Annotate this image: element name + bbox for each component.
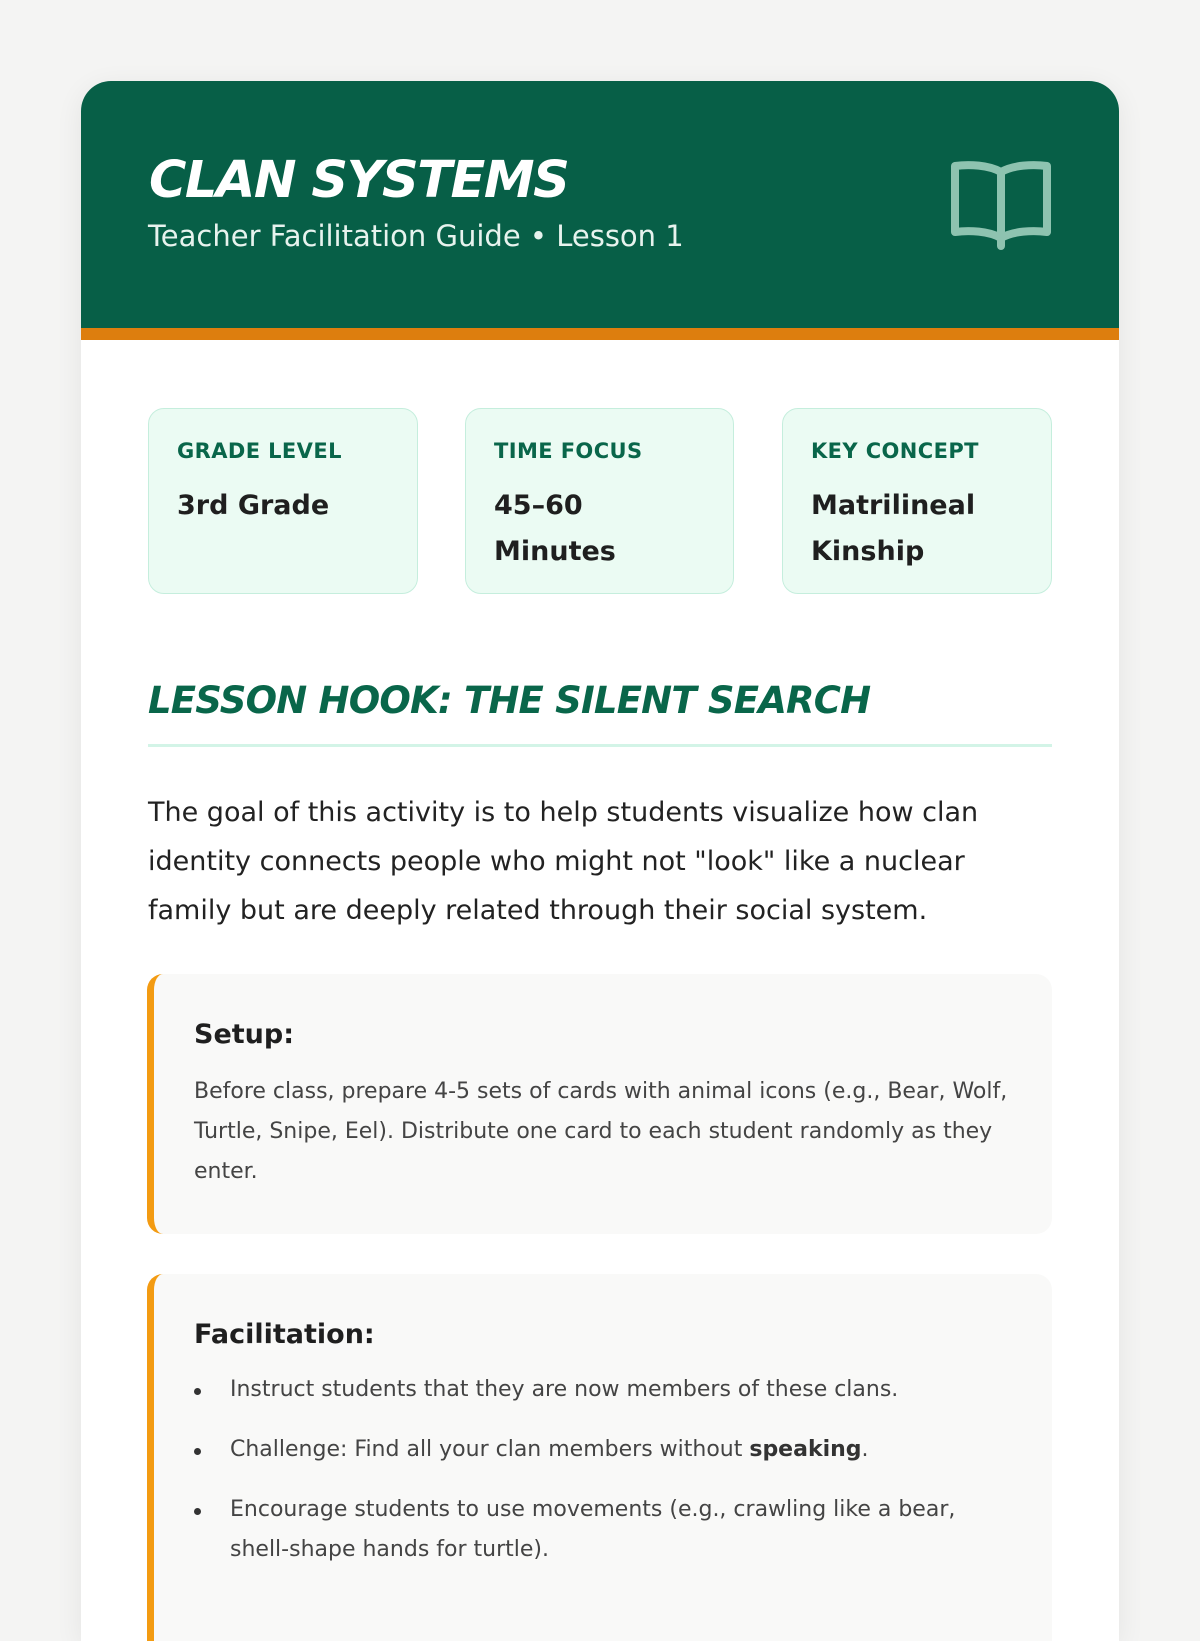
key-concept-card bbox=[782, 408, 1052, 594]
step-text: Encourage students to use movements (e.g., crawling like a bear, shell-shape hands for turtle). bbox=[230, 1497, 956, 1562]
section-divider bbox=[148, 744, 1052, 747]
page-subtitle: Teacher Facilitation Guide • Lesson 1 bbox=[148, 219, 684, 253]
book-icon bbox=[949, 156, 1053, 252]
setup-title: Setup: bbox=[194, 1019, 295, 1050]
time-focus-value: 45–60 Minutes bbox=[494, 490, 616, 567]
setup-text: Before class, prepare 4-5 sets of cards with animal icons (e.g., Bear, Wolf, Turtle, Snipe, Eel). Distribute one card to each student randomly as they enter. bbox=[194, 1079, 1008, 1184]
step-text: Instruct students that they are now members of these clans. bbox=[230, 1377, 899, 1402]
key-concept-label: KEY CONCEPT bbox=[811, 439, 979, 463]
list-item bbox=[194, 1370, 1012, 1410]
list-item bbox=[194, 1430, 1012, 1470]
lesson-card bbox=[81, 81, 1119, 1641]
key-concept-value: Matrilineal Kinship bbox=[811, 490, 976, 567]
intro-paragraph: The goal of this activity is to help students visualize how clan identity connects people who might not "look" like a nuclear family but are deeply related through their social system. bbox=[148, 797, 979, 926]
step-emphasis: speaking bbox=[749, 1437, 862, 1462]
section-title: LESSON HOOK: THE SILENT SEARCH bbox=[148, 679, 871, 722]
facilitation-list bbox=[194, 1370, 1012, 1570]
step-text-prefix: Challenge: Find all your clan members without bbox=[230, 1437, 750, 1462]
lesson-header bbox=[81, 81, 1119, 340]
time-focus-card bbox=[465, 408, 734, 594]
grade-level-value: 3rd Grade bbox=[177, 490, 330, 521]
grade-level-card bbox=[148, 408, 418, 594]
facilitation-box bbox=[147, 1274, 1052, 1641]
list-item bbox=[194, 1490, 1012, 1570]
step-text-suffix: . bbox=[861, 1437, 869, 1462]
page-title: CLAN SYSTEMS bbox=[149, 151, 569, 210]
setup-box bbox=[147, 974, 1052, 1234]
facilitation-title: Facilitation: bbox=[194, 1319, 375, 1350]
grade-level-label: GRADE LEVEL bbox=[177, 439, 342, 463]
time-focus-label: TIME FOCUS bbox=[494, 439, 643, 463]
